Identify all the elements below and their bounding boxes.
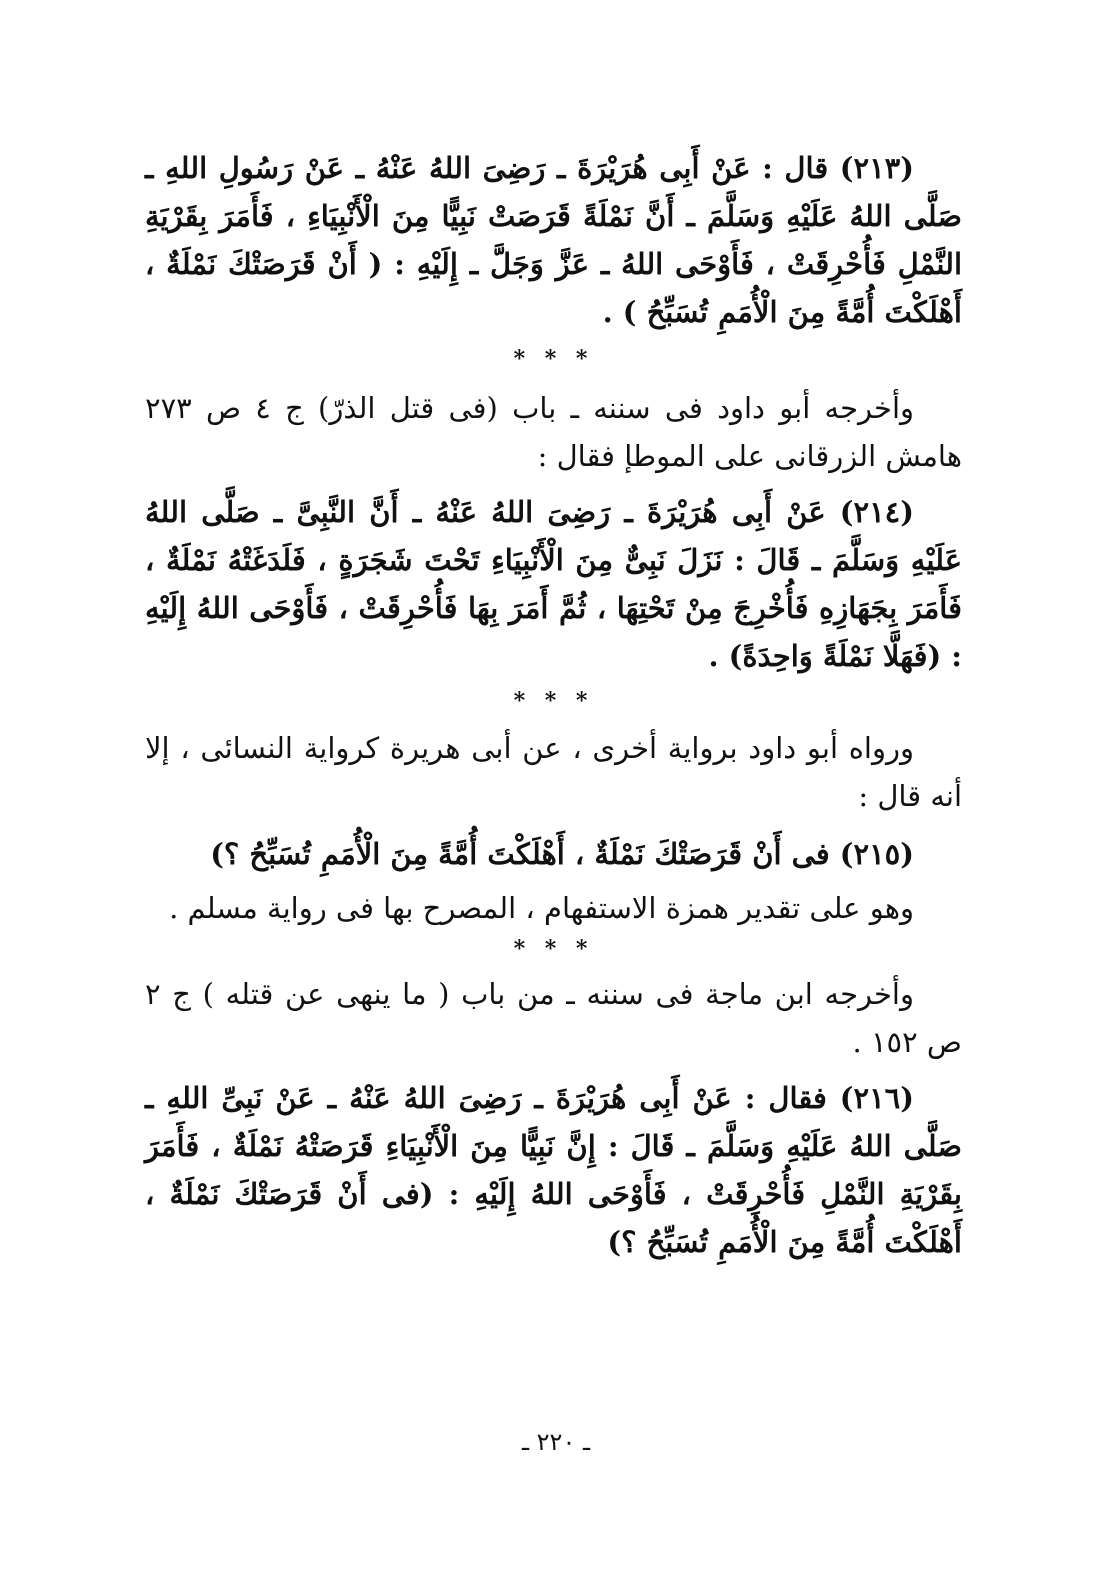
separator-stars: * * * xyxy=(513,346,594,372)
hadith-216: (٢١٦) فقال : عَنْ أَبِى هُرَيْرَةَ ـ رَضِىَ اللهُ عَنْهُ ـ عَنْ نَبِىِّ اللهِ ـ صَلَّى اللهُ عَلَيْهِ وَسَلَّمَ ـ قَالَ : إِنَّ نَبِيًّا مِنَ الْأَنْبِيَاءِ قَرَصَتْهُ نَمْلَةٌ ، فَأَمَرَ بِقَرْيَةِ النَّمْلِ فَأُحْرِقَتْ ، فَأَوْحَى اللهُ إِلَيْهِ : (فى أَنْ قَرَصَتْكَ نَمْلَةٌ ، أَهْلَكْتَ أُمَّةً مِنَ الْأُمَمِ تُسَبِّحُ ؟) xyxy=(145,1081,962,1259)
hadith-214: (٢١٤) عَنْ أَبِى هُرَيْرَةَ ـ رَضِىَ اللهُ عَنْهُ ـ أَنَّ النَّبِىَّ ـ صَلَّى اللهُ عَلَيْهِ وَسَلَّمَ ـ قَالَ : نَزَلَ نَبِىٌّ مِنَ الْأَنْبِيَاءِ تَحْتَ شَجَرَةٍ ، فَلَدَغَتْهُ نَمْلَةٌ ، فَأَمَرَ بِجَهَازِهِ فَأُخْرِجَ مِنْ تَحْتِهَا ، ثُمَّ أَمَرَ بِهَا فَأُحْرِقَتْ ، فَأَوْحَى اللهُ إِلَيْهِ : (فَهَلَّا نَمْلَةً وَاحِدَةً) . xyxy=(145,495,962,673)
paragraph-other-narration: ورواه أبو داود برواية أخرى ، عن أبى هريرة كرواية النسائى ، إلا أنه قال : xyxy=(145,731,962,813)
hadith-213: (٢١٣) قال : عَنْ أَبِى هُرَيْرَةَ ـ رَضِىَ اللهُ عَنْهُ ـ عَنْ رَسُولِ اللهِ ـ صَلَّى اللهُ عَلَيْهِ وَسَلَّمَ ـ أَنَّ نَمْلَةً قَرَصَتْ نَبِيًّا مِنَ الْأَنْبِيَاءِ ، فَأَمَرَ بِقَرْيَةِ النَّمْلِ فَأُحْرِقَتْ ، فَأَوْحَى اللهُ ـ عَزَّ وَجَلَّ ـ إِلَيْهِ : ( أَنْ قَرَصَتْكَ نَمْلَةٌ ، أَهْلَكْتَ أُمَّةً مِنَ الْأُمَمِ تُسَبِّحُ ) . xyxy=(145,151,962,329)
page-number: ـ ٢٢٠ ـ xyxy=(521,1428,590,1456)
paragraph-abudawud-source: وأخرجه أبو داود فى سننه ـ باب (فى قتل الذرّ) ج ٤ ص ٢٧٣ هامش الزرقانى على الموطإ فقال : xyxy=(145,391,962,473)
separator-stars: * * * xyxy=(513,936,594,962)
paragraph-ibnmaja-source: وأخرجه ابن ماجة فى سننه ـ من باب ( ما ينهى عن قتله ) ج ٢ ص ١٥٢ . xyxy=(145,977,962,1059)
separator-stars: * * * xyxy=(513,688,594,714)
hadith-215: (٢١٥) فى أَنْ قَرَصَتْكَ نَمْلَةٌ ، أَهْلَكْتَ أُمَّةً مِنَ الْأُمَمِ تُسَبِّحُ ؟) xyxy=(210,837,914,871)
paragraph-interrogative-note: وهو على تقدير همزة الاستفهام ، المصرح بها فى رواية مسلم . xyxy=(169,891,914,925)
